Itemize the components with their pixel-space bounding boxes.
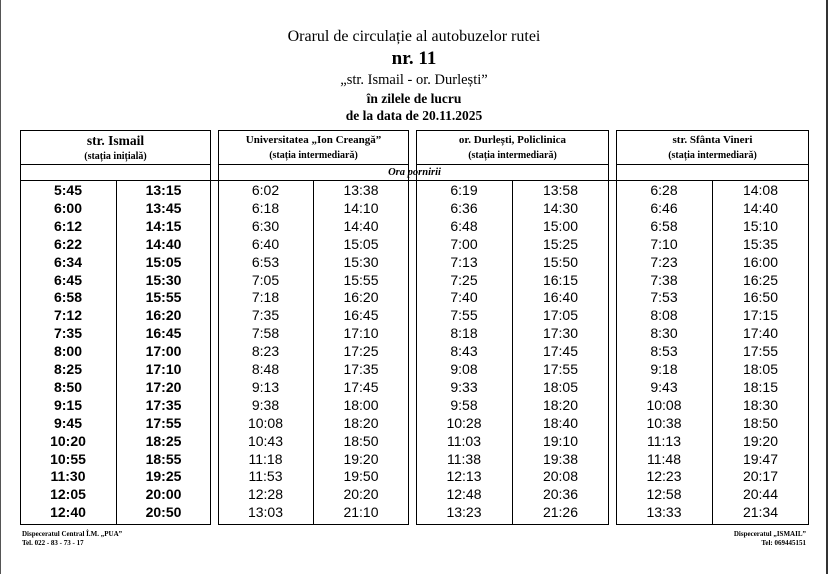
departure-time-cell: 10:28 — [446, 414, 482, 431]
station-header — [219, 131, 408, 165]
departure-time-cell: 7:18 — [251, 289, 280, 306]
departure-time-cell: 19:38 — [542, 450, 579, 467]
departure-time-cell: 14:15 — [145, 217, 182, 234]
section-label-ora-pornirii: Ora pornirii — [20, 164, 809, 181]
departure-time-cell: 7:53 — [650, 289, 678, 306]
departure-time-cell: 17:45 — [343, 378, 379, 395]
departure-time-cell: 6:46 — [650, 199, 678, 216]
table-row — [0, 343, 828, 361]
departure-time-cell: 21:34 — [742, 504, 779, 521]
departure-time-cell: 10:38 — [646, 414, 682, 431]
departure-time-cell: 15:50 — [542, 253, 579, 270]
dispatcher-left-name: Dispeceratul Central Î.M. „PUA” — [22, 530, 123, 538]
departure-time-cell: 17:45 — [542, 343, 579, 360]
departure-time-cell: 20:17 — [742, 468, 779, 485]
departure-time-cell: 14:08 — [742, 182, 779, 198]
departure-time-cell: 9:43 — [650, 378, 678, 395]
table-row — [0, 361, 828, 379]
departure-time-cell: 7:12 — [53, 307, 83, 324]
table-row — [0, 254, 828, 272]
dispatcher-right-name: Dispeceratul „ISMAIL” — [733, 530, 806, 538]
departure-time-cell: 9:33 — [450, 378, 478, 395]
departure-time-cell: 6:12 — [53, 217, 83, 234]
departure-time-cell: 6:02 — [251, 182, 280, 198]
departure-time-cell: 17:15 — [742, 307, 779, 324]
departure-time-cell: 18:05 — [542, 378, 579, 395]
departure-time-cell: 19:20 — [343, 450, 379, 467]
schedule-title: Orarul de circulație al autobuzelor rutei — [287, 28, 541, 45]
departure-time-cell: 9:58 — [450, 396, 478, 413]
departure-time-cell: 18:55 — [145, 450, 182, 467]
departure-time-cell: 20:00 — [145, 486, 182, 503]
departure-time-cell: 6:19 — [450, 182, 478, 198]
departure-time-cell: 18:00 — [343, 396, 379, 413]
departure-time-cell: 7:00 — [450, 235, 478, 252]
departure-time-cell: 19:47 — [742, 450, 779, 467]
departure-time-cell: 6:22 — [53, 235, 83, 252]
table-row — [0, 468, 828, 486]
departure-time-cell: 17:55 — [145, 414, 182, 431]
departure-time-cell: 17:10 — [343, 325, 379, 342]
departure-time-cell: 7:55 — [450, 307, 478, 324]
departure-time-cell: 19:25 — [145, 468, 182, 485]
departure-time-cell: 20:08 — [542, 468, 579, 485]
departure-time-cell: 9:13 — [251, 378, 280, 395]
departure-time-cell: 12:28 — [247, 486, 284, 503]
service-days: în zilele de lucru — [366, 91, 462, 106]
departure-time-cell: 6:18 — [251, 199, 280, 216]
table-row — [0, 325, 828, 343]
departure-time-cell: 17:25 — [343, 343, 379, 360]
station-subtitle: (stația intermediară) — [269, 150, 358, 161]
station-name: Universitatea „Ion Creangă” — [245, 134, 382, 146]
station-header — [21, 131, 210, 165]
station-header — [417, 131, 608, 165]
departure-time-cell: 17:20 — [145, 378, 182, 395]
station-subtitle: (stația intermediară) — [668, 150, 757, 161]
departure-time-cell: 10:55 — [50, 450, 86, 467]
table-row — [0, 218, 828, 236]
departure-time-cell: 11:30 — [50, 468, 86, 485]
station-name: str. Ismail — [86, 133, 145, 148]
departure-time-cell: 15:05 — [145, 253, 182, 270]
departure-time-cell: 13:23 — [446, 504, 482, 521]
departure-time-cell: 6:28 — [650, 182, 678, 198]
departure-time-cell: 9:38 — [251, 396, 280, 413]
departure-time-cell: 11:18 — [248, 450, 283, 467]
departure-time-cell: 8:23 — [251, 343, 280, 360]
departure-time-cell: 14:40 — [343, 217, 379, 234]
departure-time-cell: 16:25 — [742, 271, 779, 288]
departure-time-cell: 18:30 — [742, 396, 779, 413]
departure-time-cell: 7:40 — [450, 289, 478, 306]
departure-time-cell: 16:50 — [742, 289, 779, 306]
departure-time-cell: 8:43 — [450, 343, 478, 360]
departure-time-cell: 13:45 — [145, 199, 182, 216]
departure-time-cell: 7:38 — [650, 271, 678, 288]
departure-time-cell: 8:18 — [450, 325, 478, 342]
departure-time-cell: 20:44 — [742, 486, 779, 503]
departure-time-cell: 8:30 — [650, 325, 678, 342]
departure-time-cell: 6:00 — [53, 199, 83, 216]
departure-time-cell: 15:55 — [343, 271, 379, 288]
departure-time-cell: 7:23 — [650, 253, 678, 270]
departure-time-cell: 15:10 — [742, 217, 779, 234]
departure-time-cell: 17:35 — [343, 361, 379, 377]
departure-time-cell: 16:40 — [542, 289, 579, 306]
station-subtitle: (stația intermediară) — [468, 150, 557, 161]
departure-time-cell: 15:30 — [145, 271, 182, 288]
departure-time-cell: 17:10 — [145, 361, 182, 377]
departure-time-cell: 18:50 — [343, 432, 379, 449]
departure-time-cell: 14:40 — [145, 235, 182, 252]
departure-time-cell: 13:33 — [646, 504, 682, 521]
departure-time-cell: 7:05 — [251, 271, 280, 288]
departure-time-cell: 6:34 — [53, 253, 83, 270]
dispatcher-right-phone: Tel: 069445151 — [761, 539, 806, 547]
departure-time-cell: 15:55 — [145, 289, 182, 306]
departure-time-cell: 11:13 — [647, 432, 681, 449]
table-row — [0, 182, 828, 200]
departure-time-cell: 10:08 — [247, 414, 284, 431]
departure-time-cell: 12:23 — [646, 468, 682, 485]
station-header — [617, 131, 808, 165]
departure-time-cell: 10:20 — [50, 432, 86, 449]
departure-time-cell: 15:35 — [742, 235, 779, 252]
departure-time-cell: 20:50 — [145, 504, 182, 521]
departure-time-cell: 20:36 — [542, 486, 579, 503]
departure-time-cell: 21:10 — [343, 504, 379, 521]
table-row — [0, 415, 828, 433]
departure-time-cell: 9:08 — [450, 361, 478, 377]
departure-time-cell: 10:08 — [646, 396, 682, 413]
departure-time-cell: 18:25 — [145, 432, 182, 449]
departure-time-cell: 6:53 — [251, 253, 280, 270]
departure-time-cell: 16:20 — [145, 307, 182, 324]
departure-time-cell: 7:35 — [53, 325, 83, 342]
table-row — [0, 451, 828, 469]
departure-time-cell: 17:55 — [542, 361, 579, 377]
table-row — [0, 200, 828, 218]
table-row — [0, 486, 828, 504]
departure-time-cell: 8:25 — [53, 361, 83, 377]
departure-time-cell: 11:53 — [248, 468, 283, 485]
departure-time-cell: 6:36 — [450, 199, 478, 216]
dispatcher-right — [734, 530, 806, 548]
departure-time-cell: 8:00 — [53, 343, 83, 360]
departure-time-cell: 8:53 — [650, 343, 678, 360]
departure-time-cell: 15:30 — [343, 253, 379, 270]
departure-time-cell: 6:30 — [251, 217, 280, 234]
departure-time-cell: 12:40 — [50, 504, 86, 521]
route-number: nr. 11 — [391, 48, 437, 69]
departure-time-cell: 16:45 — [145, 325, 182, 342]
departure-time-cell: 6:58 — [650, 217, 678, 234]
departure-time-cell: 19:10 — [542, 432, 579, 449]
departure-time-cell: 18:20 — [542, 396, 579, 413]
departure-time-cell: 15:00 — [542, 217, 579, 234]
departure-time-cell: 13:58 — [542, 182, 579, 198]
departure-time-cell: 15:25 — [542, 235, 579, 252]
departure-time-cell: 12:48 — [446, 486, 482, 503]
table-row — [0, 504, 828, 522]
departure-time-cell: 14:40 — [742, 199, 779, 216]
departure-time-cell: 12:05 — [50, 486, 86, 503]
departure-time-cell: 16:20 — [343, 289, 379, 306]
departure-time-cell: 5:45 — [53, 182, 83, 198]
departure-time-cell: 16:45 — [343, 307, 379, 324]
route-name: „str. Ismail - or. Durlești” — [340, 72, 488, 88]
departure-time-cell: 14:10 — [343, 199, 379, 216]
departure-time-cell: 7:13 — [450, 253, 478, 270]
departure-time-cell: 17:40 — [742, 325, 779, 342]
departure-time-cell: 9:18 — [650, 361, 678, 377]
table-row — [0, 236, 828, 254]
departure-time-cell: 9:45 — [53, 414, 83, 431]
table-row — [0, 272, 828, 290]
departure-time-cell: 18:20 — [343, 414, 379, 431]
departure-time-cell: 16:15 — [542, 271, 579, 288]
departure-time-cell: 14:30 — [542, 199, 579, 216]
departure-time-cell: 17:30 — [542, 325, 579, 342]
departure-time-cell: 11:38 — [447, 450, 481, 467]
departure-time-cell: 8:48 — [251, 361, 280, 377]
station-subtitle: (stația inițială) — [84, 151, 147, 162]
departure-time-cell: 13:38 — [343, 182, 379, 198]
departure-time-cell: 13:03 — [247, 504, 284, 521]
departure-time-cell: 18:05 — [742, 361, 779, 377]
station-name: str. Sfânta Vineri — [672, 134, 753, 146]
departure-time-cell: 12:58 — [646, 486, 682, 503]
departure-time-cell: 17:55 — [742, 343, 779, 360]
departure-time-cell: 6:58 — [53, 289, 83, 306]
departure-time-cell: 6:48 — [450, 217, 478, 234]
departure-time-cell: 8:50 — [53, 378, 83, 395]
departure-time-cell: 18:40 — [542, 414, 579, 431]
departure-time-cell: 17:00 — [145, 343, 182, 360]
departure-time-cell: 19:20 — [742, 432, 779, 449]
departure-time-cell: 7:35 — [251, 307, 280, 324]
departure-time-cell: 13:15 — [145, 182, 182, 198]
departure-time-cell: 7:58 — [251, 325, 280, 342]
station-name: or. Durlești, Policlinica — [458, 134, 567, 146]
table-row — [0, 379, 828, 397]
departure-time-cell: 8:08 — [650, 307, 678, 324]
departure-time-cell: 18:15 — [742, 378, 779, 395]
departure-time-cell: 21:26 — [542, 504, 579, 521]
table-row — [0, 289, 828, 307]
departure-time-cell: 19:50 — [343, 468, 379, 485]
departure-time-cell: 20:20 — [343, 486, 379, 503]
table-row — [0, 433, 828, 451]
dispatcher-left — [22, 530, 122, 548]
departure-time-cell: 7:25 — [450, 271, 478, 288]
table-row — [0, 397, 828, 415]
departure-time-cell: 11:48 — [647, 450, 681, 467]
departure-time-cell: 17:35 — [145, 396, 182, 413]
departure-time-cell: 9:15 — [53, 396, 83, 413]
departure-time-cell: 6:45 — [53, 271, 83, 288]
table-row — [0, 307, 828, 325]
departure-time-cell: 12:13 — [446, 468, 482, 485]
departure-time-cell: 16:00 — [742, 253, 779, 270]
departure-time-cell: 10:43 — [247, 432, 284, 449]
departure-time-cell: 6:40 — [251, 235, 280, 252]
departure-time-cell: 15:05 — [343, 235, 379, 252]
departure-time-cell: 17:05 — [542, 307, 579, 324]
departure-time-cell: 7:10 — [650, 235, 678, 252]
departure-time-cell: 11:03 — [447, 432, 481, 449]
effective-date: de la data de 20.11.2025 — [345, 108, 483, 123]
dispatcher-left-phone: Tel. 022 - 83 - 73 - 17 — [22, 539, 84, 547]
departure-time-cell: 18:50 — [742, 414, 779, 431]
